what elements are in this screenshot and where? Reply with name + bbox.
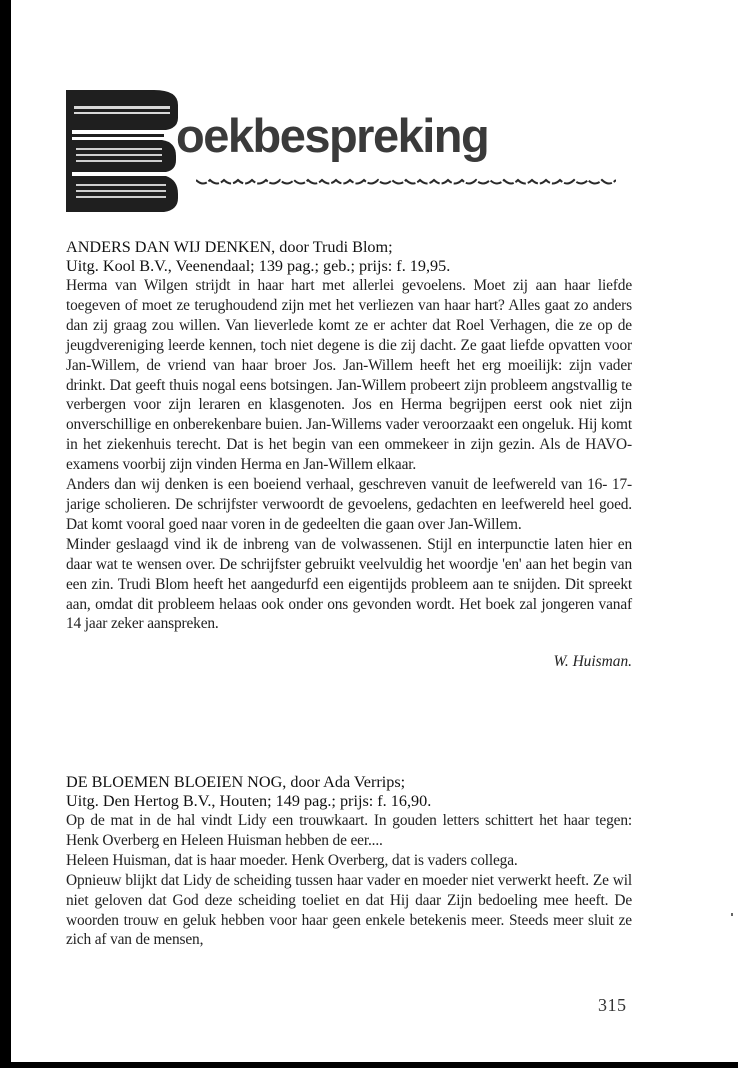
review-paragraph: Op de mat in de hal vindt Lidy een trouwkaart. In gouden letters schittert het haar tegen: Henk Overberg en Heleen Huisman hebben de eer.... [66,812,632,849]
book-b-logo-icon [66,90,178,212]
review-de-bloemen-bloeien-nog [66,773,632,950]
reviewer-signature: W. Huisman. [553,653,632,671]
page-number: 315 [598,995,627,1015]
section-heading-text: oekbespreking [176,109,489,162]
scan-speck [731,913,733,916]
section-heading [176,108,488,163]
review-title: ANDERS DAN WIJ DENKEN, door Trudi Blom; [66,238,393,256]
review-publication-info: Uitg. Den Hertog B.V., Houten; 149 pag.; prijs: f. 16,90. [66,792,432,810]
wave-divider [196,176,616,188]
review-paragraph: Opnieuw blijkt dat Lidy de scheiding tussen haar vader en moeder niet verwerkt heeft. Ze wil niet geloven dat God deze scheiding toeliet en dat Hij daar Zijn bedoeling mee heeft. De woorden trouw en geluk hebben voor haar geen enkele betekenis meer. Steeds meer sluit ze zich af van de mensen, [66,871,632,949]
scan-bottom-edge [0,1062,738,1068]
review-publication-info: Uitg. Kool B.V., Veenendaal; 139 pag.; geb.; prijs: f. 19,95. [66,257,451,275]
review-paragraph: Minder geslaagd vind ik de inbreng van de volwassenen. Stijl en interpunctie laten hier en daar wat te wensen over. De schrijfster gebruikt veelvuldig het woordje 'en' aan het begin van een zin. Trudi Blom heeft het aangedurfd een eigentijds probleem aan te snijden. Dit spreekt aan, omdat dit probleem helaas ook onder ons gevonden wordt. Het boek zal jongeren vanaf 14 jaar zeker aanspreken. [66,535,632,633]
review-paragraph: Herma van Wilgen strijdt in haar hart met allerlei gevoelens. Moet zij aan haar liefde toegeven of moet ze terughoudend zijn met het verliezen van haar hart? Alles gaat zo anders dan zij graag zou willen. Van lieverlede komt ze er achter dat Roel Verhagen, die ze op de jeugdvereniging leerde kennen, toch niet degene is die zij dacht. Ze gaat liefde opvatten voor Jan-Willem, de vriend van haar broer Jos. Jan-Willem heeft het erg moeilijk: zijn vader drinkt. Dat geeft thuis nogal eens botsingen. Jan-Willem probeert zijn probleem angstvallig te verbergen voor zijn leraren en klasgenoten. Jos en Herma begrijpen eerst ook niet zijn onverschillige en onberekenbare buien. Jan-Willems vader veroorzaakt een ongeluk. Hij komt in het ziekenhuis terecht. Dat is het begin van een ommekeer in zijn gezin. Als de HAVO-examens voorbij zijn vinden Herma en Jan-Willem elkaar. [66,277,632,474]
review-paragraph: Heleen Huisman, dat is haar moeder. Henk Overberg, dat is vaders collega. [66,851,518,869]
scan-left-edge [0,0,11,1068]
review-title: DE BLOEMEN BLOEIEN NOG, door Ada Verrips; [66,773,406,791]
review-paragraph: Anders dan wij denken is een boeiend verhaal, geschreven vanuit de leefwereld van 16- 17-jarige scholieren. De schrijfster verwoordt de gevoelens, gedachten en leefwereld heel goed. Dat komt vooral goed naar voren in de gedeelten die gaan over Jan-Willem. [66,476,632,533]
review-anders-dan-wij-denken [66,238,632,672]
